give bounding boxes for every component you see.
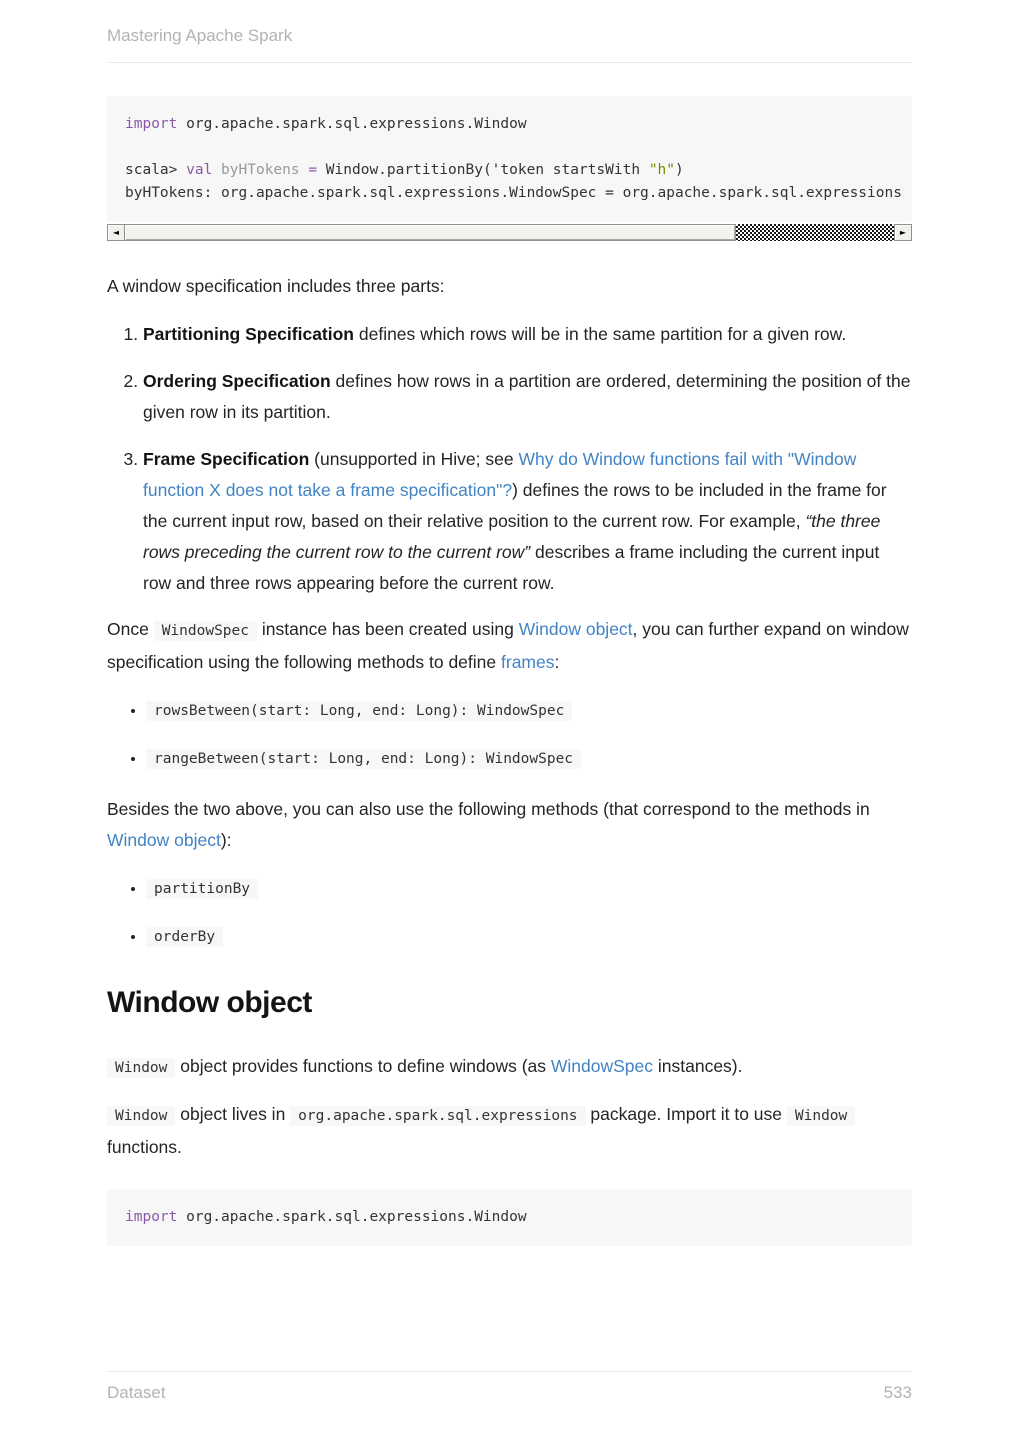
link-windowspec[interactable]: WindowSpec: [550, 1056, 654, 1076]
list-item-rowsbetween: [146, 698, 912, 724]
code-text: Window.partitionBy('token startsWith: [317, 162, 649, 178]
inline-code-windowspec: WindowSpec: [154, 621, 257, 641]
intro-paragraph: A window specification includes three parts:: [107, 276, 445, 296]
code-text: org.apache.spark.sql.expressions.Window: [177, 116, 527, 132]
scrollbar-track[interactable]: [736, 224, 894, 241]
page-content: [107, 0, 912, 1246]
item-text: describes a frame including the current input row and three rows appearing before the current row.: [143, 542, 880, 593]
list-item-frame: [143, 444, 912, 599]
code-block-scala-session: [107, 96, 912, 222]
list-item-rangebetween: [146, 746, 912, 772]
frame-methods-list: [107, 698, 912, 772]
scroll-left-button[interactable]: [107, 224, 125, 241]
paragraph-text: package. Import it to use: [585, 1104, 787, 1124]
inline-code-expressions-package: org.apache.spark.sql.expressions: [290, 1106, 585, 1126]
link-window-object[interactable]: Window object: [107, 830, 221, 850]
paragraph-text: Once: [107, 619, 154, 639]
footer-page-number: 533: [883, 1383, 912, 1402]
list-item-ordering: [143, 366, 912, 428]
inline-code-rangebetween: rangeBetween(start: Long, end: Long): WindowSpec: [146, 749, 581, 769]
code-output: byHTokens: org.apache.spark.sql.expressions.WindowSpec = org.apache.spark.sql.expressions: [125, 185, 902, 201]
paragraph-text: object lives in: [175, 1104, 291, 1124]
code-text: org.apache.spark.sql.expressions.Window: [177, 1209, 527, 1225]
specification-list: [107, 319, 912, 599]
list-item-partitioning: [143, 319, 912, 350]
code-string: "h": [648, 162, 676, 178]
scrollbar-thumb[interactable]: [125, 224, 736, 241]
once-paragraph: [107, 614, 912, 678]
item-title: Partitioning Specification: [143, 324, 354, 344]
window-object-paragraph-2: [107, 1099, 912, 1163]
inline-code-window: Window: [107, 1058, 175, 1078]
item-quote: “the three rows preceding the current row to the current row”: [143, 511, 881, 562]
inline-code-window: Window: [107, 1106, 175, 1126]
item-title: Ordering Specification: [143, 371, 331, 391]
paragraph-text: , you can further expand on window specification using the following methods to define: [107, 619, 909, 672]
code-keyword: val: [186, 162, 213, 178]
paragraph-text: object provides functions to define windows (as: [175, 1056, 551, 1076]
paragraph-text: functions.: [107, 1137, 182, 1157]
scroll-left-icon: ◄: [112, 228, 120, 237]
paragraph-text: ):: [220, 830, 232, 850]
item-title: Frame Specification: [143, 449, 310, 469]
window-object-paragraph-1: [107, 1051, 912, 1084]
paragraph-text: instance has been created using: [257, 619, 519, 639]
code-operator: =: [308, 162, 318, 178]
code-block-import: [107, 1189, 912, 1246]
inline-code-window: Window: [787, 1106, 855, 1126]
besides-paragraph: [107, 794, 912, 856]
code-variable: byHTokens: [212, 162, 309, 178]
item-text: defines how rows in a partition are ordered, determining the position of the given row in its partition.: [143, 371, 911, 422]
link-why-window-functions-fail[interactable]: Why do Window functions fail with "Window function X does not take a frame specification"?: [143, 449, 857, 500]
code-keyword: import: [125, 116, 178, 132]
item-text: ) defines the rows to be included in the frame for the current input row, based on their relative position to the current row. For example,: [143, 480, 887, 531]
scroll-right-button[interactable]: [894, 224, 912, 241]
list-item-partitionby: [146, 876, 912, 902]
code-prompt: scala>: [125, 162, 187, 178]
paragraph-text: :: [554, 652, 560, 672]
link-frames[interactable]: frames: [501, 652, 555, 672]
book-header: [107, 0, 912, 63]
section-heading-window-object: Window object: [107, 986, 312, 1019]
inline-code-rowsbetween: rowsBetween(start: Long, end: Long): WindowSpec: [146, 701, 572, 721]
scroll-right-icon: ►: [899, 228, 907, 237]
code-text: ): [675, 162, 684, 178]
horizontal-scrollbar[interactable]: [107, 224, 912, 241]
item-text: defines which rows will be in the same partition for a given row.: [354, 324, 847, 344]
window-methods-list: [107, 876, 912, 950]
book-title: Mastering Apache Spark: [107, 26, 293, 45]
book-footer: [107, 1371, 912, 1403]
list-item-orderby: [146, 924, 912, 950]
paragraph-text: instances).: [653, 1056, 743, 1076]
footer-chapter[interactable]: Dataset: [107, 1383, 166, 1402]
inline-code-partitionby: partitionBy: [146, 879, 258, 899]
item-text: (unsupported in Hive; see: [309, 449, 519, 469]
paragraph-text: Besides the two above, you can also use the following methods (that correspond to the methods in: [107, 799, 870, 819]
code-keyword: import: [125, 1209, 178, 1225]
link-window-object[interactable]: Window object: [518, 619, 633, 639]
inline-code-orderby: orderBy: [146, 927, 223, 947]
